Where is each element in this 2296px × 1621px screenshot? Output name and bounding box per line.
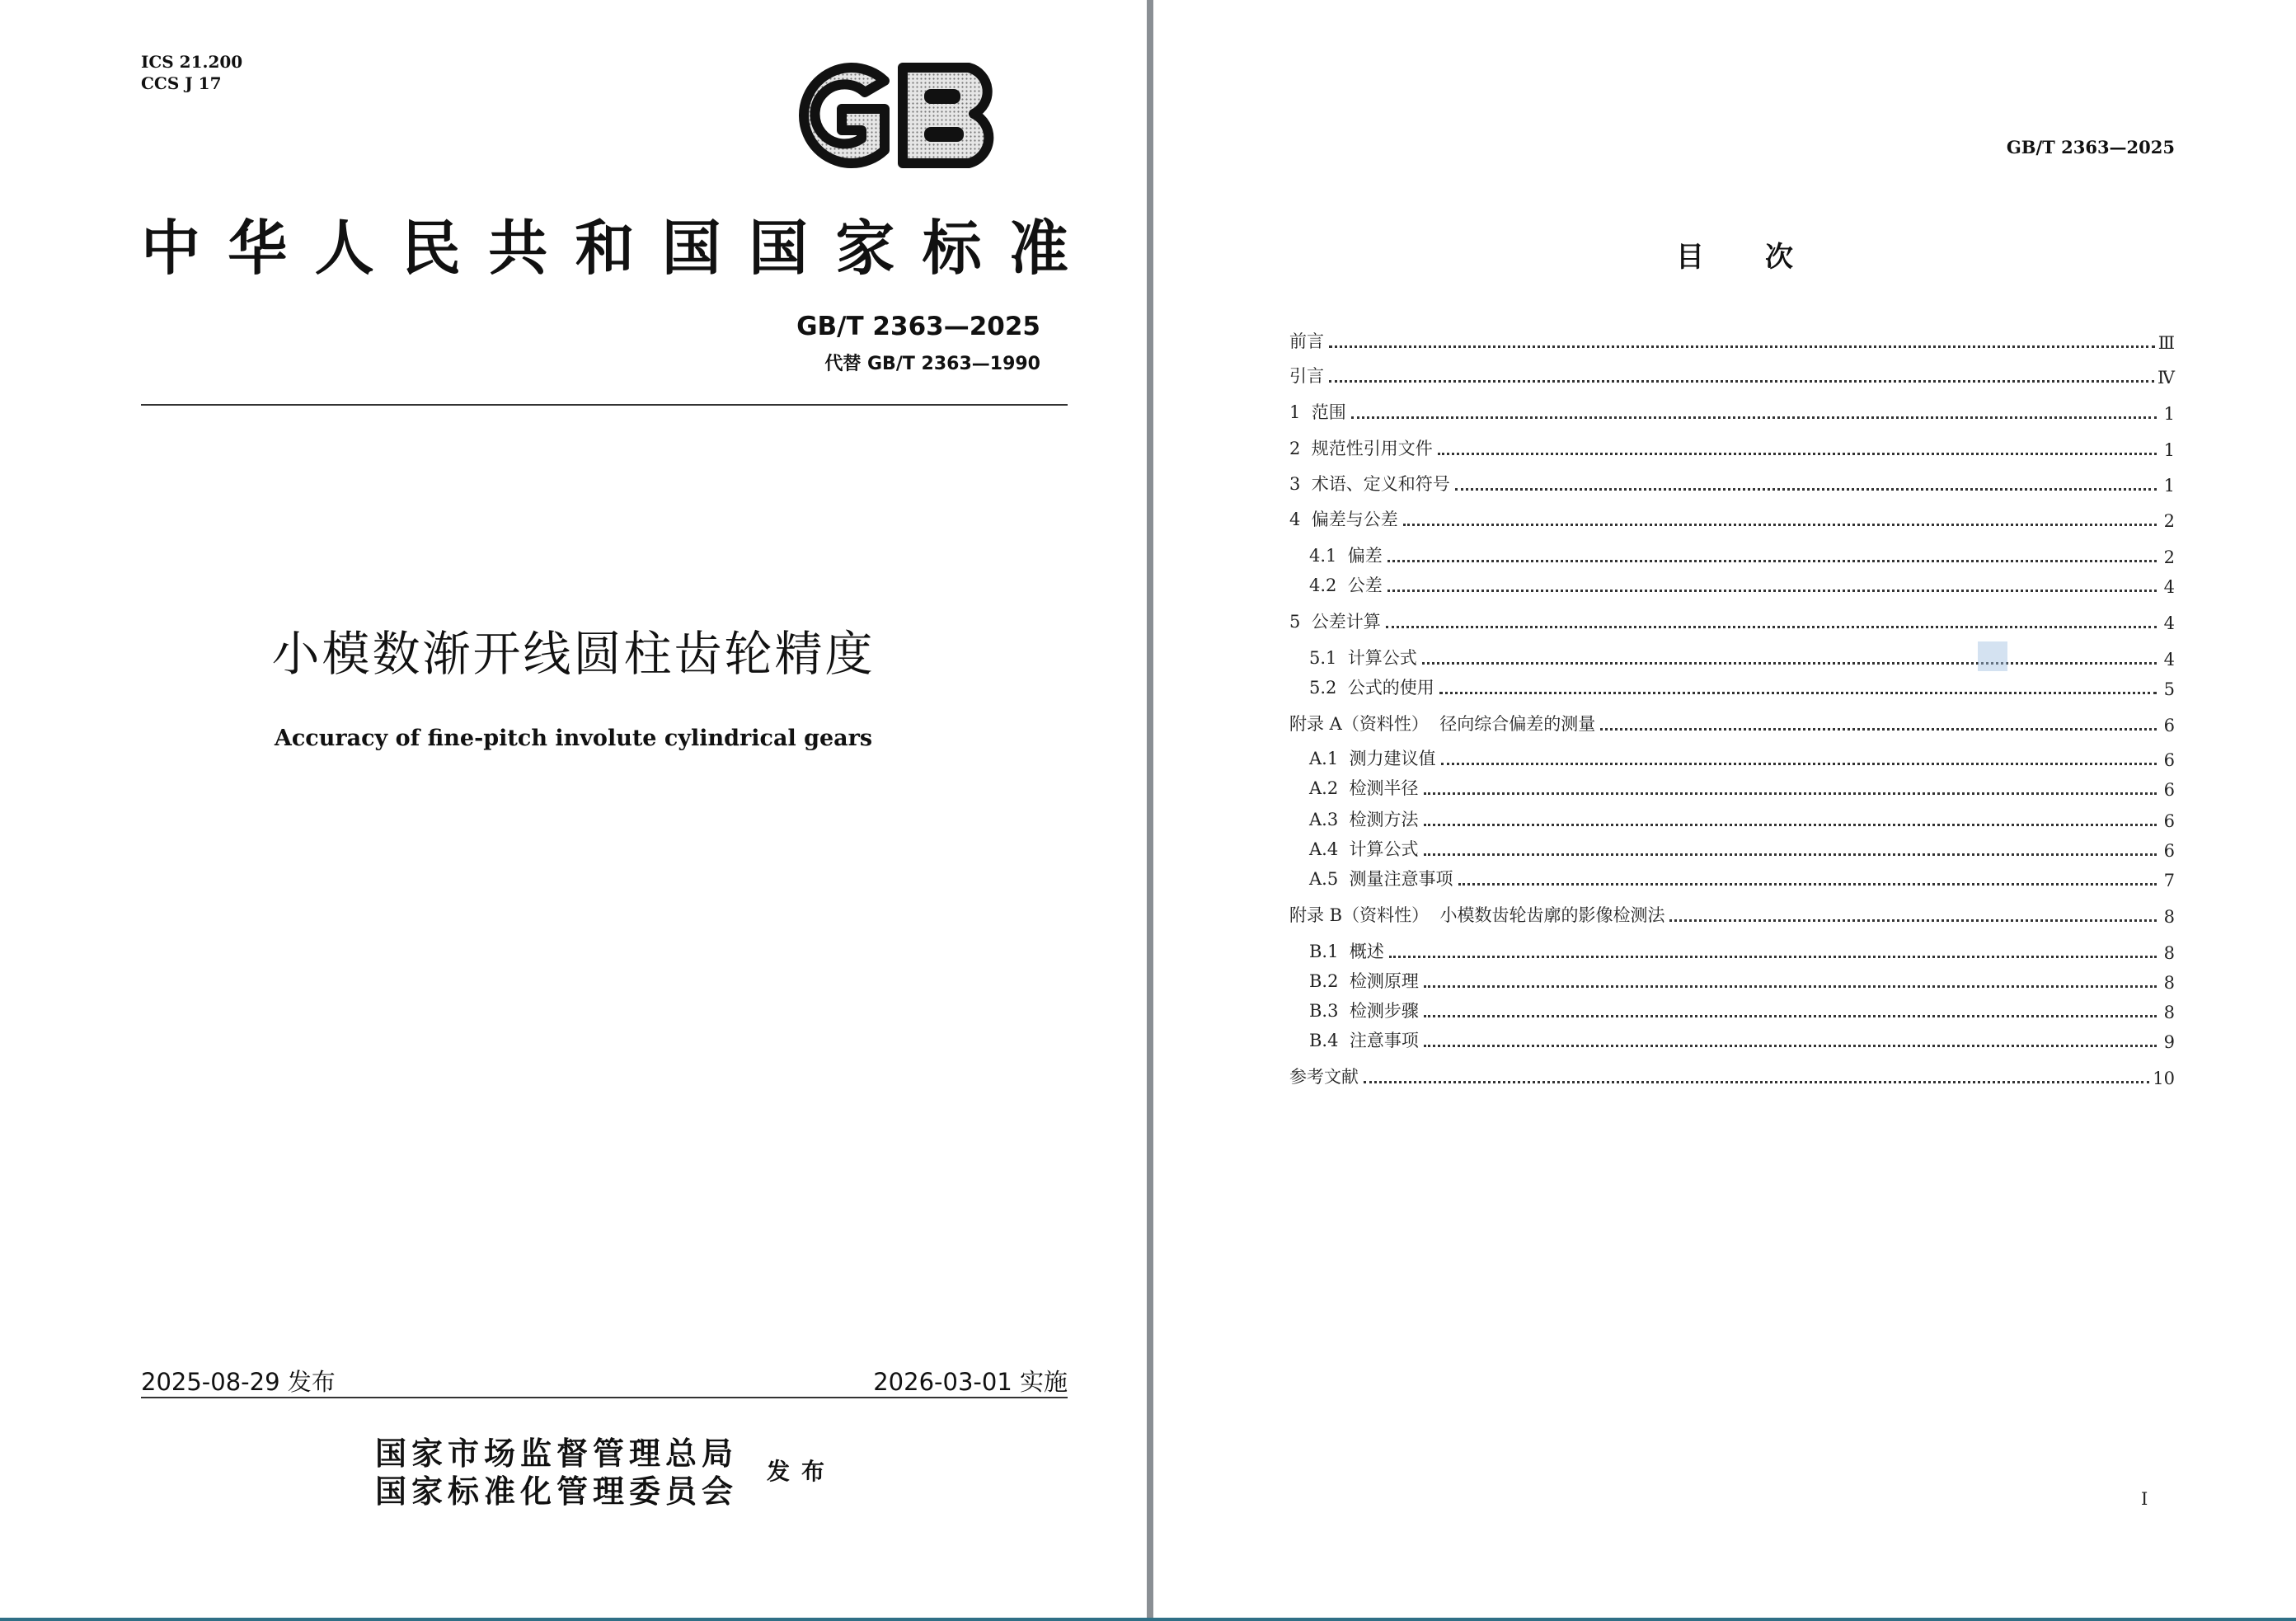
- toc-entry-label: 附录 A（资料性） 径向综合偏差的测量: [1289, 714, 1596, 734]
- toc-entry[interactable]: [1289, 902, 2175, 927]
- toc-entry-label: 1 范围: [1289, 402, 1346, 422]
- toc-entry-page: 6: [2163, 780, 2175, 800]
- toc-leader-dots: [1455, 487, 2157, 491]
- toc-entry[interactable]: [1309, 645, 2175, 670]
- toc-entry-page: 8: [2163, 943, 2175, 963]
- toc-entry-label: 5.1 计算公式: [1309, 648, 1417, 668]
- national-title-char: 家: [835, 213, 895, 283]
- toc-entry[interactable]: [1309, 866, 2175, 890]
- toc-entry-label: 前言: [1289, 331, 1324, 351]
- toc-leader-dots: [1386, 625, 2157, 628]
- toc-leader-dots: [1389, 955, 2157, 958]
- issuing-authorities: [375, 1435, 738, 1511]
- toc-entry-page: 8: [2163, 973, 2175, 993]
- ccs-code: CCS J 17: [141, 73, 222, 93]
- toc-entry-label: 4.2 公差: [1309, 576, 1383, 595]
- toc-entry[interactable]: [1289, 506, 2175, 531]
- ics-code: ICS 21.200: [141, 52, 243, 72]
- footer-divider: [141, 1397, 1068, 1398]
- page-header-number: GB/T 2363—2025: [2006, 137, 2175, 157]
- toc-entry-label: B.1 概述: [1309, 942, 1384, 961]
- toc-entry-label: 2 规范性引用文件: [1289, 439, 1433, 458]
- toc-leader-dots: [1438, 452, 2157, 455]
- toc-entry-label: A.3 检测方法: [1309, 810, 1419, 829]
- toc-entry-label: 5 公差计算: [1289, 612, 1381, 632]
- toc-leader-dots: [1441, 762, 2157, 765]
- toc-entry-label: A.4 计算公式: [1309, 839, 1419, 859]
- toc-entry-page: 2: [2163, 511, 2175, 531]
- toc-entry-page: 1: [2163, 404, 2175, 424]
- toc-leader-dots: [1351, 416, 2157, 419]
- toc-entry-page: 8: [2163, 1003, 2175, 1022]
- issue-word: 发布: [767, 1458, 837, 1485]
- toc-entry-label: 附录 B（资料性） 小模数齿轮齿廓的影像检测法: [1289, 905, 1665, 925]
- national-title-char: 华: [228, 213, 288, 283]
- toc-entry[interactable]: [1309, 775, 2175, 800]
- toc-leader-dots: [1669, 919, 2157, 922]
- toc-entry[interactable]: [1309, 938, 2175, 963]
- toc-entry-page: 6: [2163, 716, 2175, 735]
- toc-entry[interactable]: [1289, 363, 2175, 388]
- toc-leader-dots: [1387, 559, 2157, 562]
- toc-entry[interactable]: [1309, 806, 2175, 831]
- toc-leader-dots: [1403, 523, 2157, 526]
- national-title-char: 中: [141, 213, 201, 283]
- toc-entry-label: A.2 检测半径: [1309, 778, 1419, 798]
- toc-leader-dots: [1387, 589, 2157, 592]
- toc-entry[interactable]: [1309, 745, 2175, 770]
- toc-title: 目次: [1676, 241, 1854, 274]
- national-title-char: 准: [1008, 213, 1068, 283]
- page-number: I: [2141, 1489, 2148, 1509]
- toc-entry[interactable]: [1309, 674, 2175, 699]
- toc-entry-page: 1: [2163, 476, 2175, 496]
- toc-entry[interactable]: [1309, 968, 2175, 993]
- standard-title-en: Accuracy of fine-pitch involute cylindrical gears: [274, 726, 873, 751]
- header-divider: [141, 404, 1068, 406]
- toc-entry-label: 参考文献: [1289, 1067, 1359, 1087]
- toc-entry[interactable]: [1309, 572, 2175, 597]
- toc-entry-page: 6: [2163, 841, 2175, 861]
- gb-logo-icon: [779, 56, 1010, 175]
- standard-title-zh: 小模数渐开线圆柱齿轮精度: [271, 626, 876, 682]
- national-title-char: 人: [314, 213, 374, 283]
- national-title-char: 国: [661, 213, 721, 283]
- toc-entry-page: 4: [2163, 613, 2175, 633]
- toc-leader-dots: [1439, 691, 2157, 694]
- standard-number: GB/T 2363—2025: [796, 312, 1040, 341]
- national-title-char: 共: [488, 213, 548, 283]
- toc-entry-page: Ⅲ: [2157, 333, 2175, 353]
- toc-leader-dots: [1424, 1014, 2157, 1017]
- toc-leader-dots: [1424, 853, 2157, 856]
- toc-entry-label: 3 术语、定义和符号: [1289, 474, 1450, 494]
- effective-date: 2026-03-01 实施: [873, 1368, 1068, 1396]
- toc-entry-page: 10: [2153, 1069, 2175, 1088]
- classification-codes: [141, 51, 242, 94]
- toc-entry-page: 4: [2163, 650, 2175, 670]
- toc-entry-label: 4 偏差与公差: [1289, 510, 1398, 529]
- national-title-char: 标: [922, 213, 982, 283]
- toc-entry-page: 8: [2163, 907, 2175, 927]
- toc-entry-label: A.5 测量注意事项: [1309, 869, 1453, 889]
- toc-entry-page: 6: [2163, 811, 2175, 831]
- national-title-char: 和: [575, 213, 635, 283]
- toc-entry-page: 1: [2163, 440, 2175, 460]
- toc-entry-page: 6: [2163, 750, 2175, 770]
- national-title-char: 国: [749, 213, 809, 283]
- toc-entry[interactable]: [1289, 399, 2175, 424]
- toc-entry-page: 9: [2163, 1032, 2175, 1052]
- toc-entry-page: 2: [2163, 547, 2175, 567]
- national-title-char: 民: [401, 213, 461, 283]
- toc-entry[interactable]: [1289, 711, 2175, 735]
- toc-entry-label: B.2 检测原理: [1309, 971, 1419, 991]
- toc-entry-label: 引言: [1289, 366, 1324, 386]
- toc-leader-dots: [1364, 1080, 2149, 1083]
- issuer-samr: 国家市场监督管理总局: [375, 1435, 739, 1472]
- toc-leader-dots: [1424, 792, 2157, 795]
- toc-entry[interactable]: [1309, 543, 2175, 567]
- toc-entry-label: B.4 注意事项: [1309, 1031, 1419, 1050]
- toc-entry[interactable]: [1289, 435, 2175, 460]
- window-bottom-border: [0, 1618, 2296, 1621]
- toc-entry-label: A.1 测力建议值: [1309, 749, 1436, 768]
- issuer-sac: 国家标准化管理委员会: [375, 1473, 739, 1510]
- toc-leader-dots: [1600, 727, 2157, 731]
- toc-entry-label: 4.1 偏差: [1309, 546, 1383, 566]
- toc-entry[interactable]: [1309, 998, 2175, 1022]
- toc-page: [1153, 0, 2296, 1618]
- toc-leader-dots: [1424, 823, 2157, 826]
- toc-leader-dots: [1424, 984, 2157, 988]
- toc-entry[interactable]: [1289, 471, 2175, 496]
- replaces-standard: 代替 GB/T 2363—1990: [824, 354, 1040, 374]
- toc-leader-dots: [1424, 1044, 2157, 1047]
- toc-entry[interactable]: [1289, 328, 2175, 353]
- toc-entry-page: Ⅳ: [2157, 368, 2175, 388]
- toc-entry[interactable]: [1309, 1027, 2175, 1052]
- cover-page: [0, 0, 1147, 1618]
- toc-entry-label: B.3 检测步骤: [1309, 1001, 1419, 1021]
- toc-entry[interactable]: [1309, 836, 2175, 861]
- toc-entry-page: 5: [2163, 679, 2175, 699]
- toc-leader-dots: [1329, 379, 2154, 383]
- toc-entry-page: 4: [2163, 577, 2175, 597]
- toc-entry-page: 7: [2163, 871, 2175, 890]
- toc-entry[interactable]: [1289, 1064, 2175, 1088]
- toc-leader-dots: [1458, 882, 2157, 886]
- national-standard-title: [141, 213, 1068, 284]
- toc-leader-dots: [1329, 345, 2155, 348]
- selection-highlight: [1978, 641, 2007, 671]
- publish-date: 2025-08-29 发布: [141, 1368, 336, 1396]
- toc-entry-label: 5.2 公式的使用: [1309, 678, 1434, 698]
- toc-entry[interactable]: [1289, 608, 2175, 633]
- toc-leader-dots: [1422, 661, 2157, 665]
